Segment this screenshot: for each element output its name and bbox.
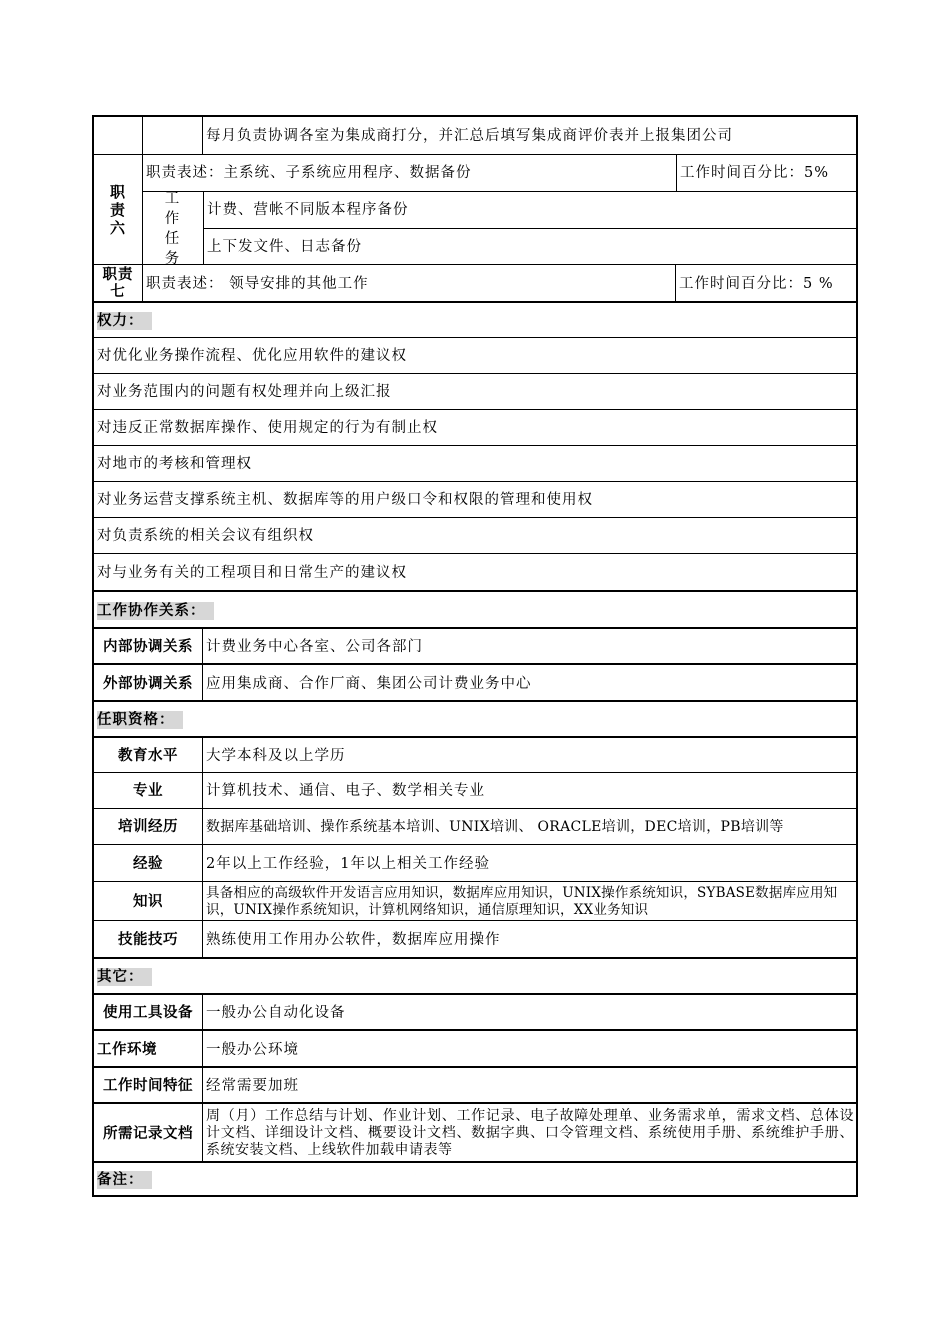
authority-item xyxy=(94,553,856,591)
task-item-1: 计费、营帐不同版本程序备份 xyxy=(203,192,856,228)
environment-row xyxy=(94,1029,856,1068)
task-text: 每月负责协调各室为集成商打分，并汇总后填写集成商评价表并上报集团公司 xyxy=(202,117,856,154)
authority-item xyxy=(94,337,856,374)
job-description-table xyxy=(92,115,858,1197)
duty-seven-time-percent: 工作时间百分比：5 % xyxy=(679,275,834,292)
experience-label: 经验 xyxy=(133,855,163,872)
authority-item-text: 对违反正常数据库操作、使用规定的行为有制止权 xyxy=(97,420,438,436)
duty-six-description: 职责表述：主系统、子系统应用程序、数据备份 xyxy=(143,155,677,191)
training-label: 培训经历 xyxy=(118,819,178,835)
other-heading-row xyxy=(94,957,856,995)
education-row xyxy=(94,736,856,774)
cooperation-heading: 工作协作关系： xyxy=(97,602,214,620)
duty-six-block xyxy=(94,154,856,265)
duty-seven-description: 职责表述： 领导安排的其他工作 xyxy=(142,265,676,302)
environment-value: 一般办公环境 xyxy=(202,1031,856,1068)
authority-item xyxy=(94,445,856,482)
duty-seven-row xyxy=(94,264,856,302)
work-time-value: 经常需要加班 xyxy=(202,1068,856,1104)
external-relation-value: 应用集成商、合作厂商、集团公司计费业务中心 xyxy=(202,665,856,702)
training-value: 数据库基础培训、操作系统基本培训、UNIX培训、 ORACLE培训，DEC培训，PB培训等 xyxy=(202,809,856,845)
skills-value: 熟练使用工作用办公软件，数据库应用操作 xyxy=(202,921,856,958)
external-relation-label: 外部协调关系 xyxy=(103,675,193,692)
remarks-row xyxy=(94,1161,856,1197)
skills-label: 技能技巧 xyxy=(118,931,178,948)
cooperation-heading-row xyxy=(94,590,856,629)
duty-label-empty xyxy=(94,117,142,154)
qualification-heading-row xyxy=(94,700,856,738)
authority-item-text: 对与业务有关的工程项目和日常生产的建议权 xyxy=(97,564,407,581)
major-value: 计算机技术、通信、电子、数学相关专业 xyxy=(202,773,856,809)
authority-heading-row xyxy=(94,301,856,339)
environment-label: 工作环境 xyxy=(97,1041,157,1058)
tools-value: 一般办公自动化设备 xyxy=(202,995,856,1031)
authority-item xyxy=(94,373,856,410)
experience-row xyxy=(94,844,856,882)
education-label: 教育水平 xyxy=(118,748,178,764)
duty-six-desc-row xyxy=(142,155,856,191)
documents-value: 周（月）工作总结与计划、作业计划、工作记录、电子故障处理单、业务需求单，需求文档、总体设计文档、详细设计文档、概要设计文档、数据字典、口令管理文档、系统使用手册、系统维护手册、系统安装文档、上线软件加载申请表等 xyxy=(202,1104,856,1163)
work-time-label: 工作时间特征 xyxy=(103,1078,193,1094)
documents-row xyxy=(94,1102,856,1163)
external-relation-row xyxy=(94,663,856,702)
authority-item-text: 对业务范围内的问题有权处理并向上级汇报 xyxy=(97,384,392,400)
duty-six-time-percent: 工作时间百分比：5% xyxy=(680,165,830,181)
knowledge-value: 具备相应的高级软件开发语言应用知识，数据库应用知识，UNIX操作系统知识，SYBASE数据库应用知识，UNIX操作系统知识，计算机网络知识，通信原理知识，XX业务知识 xyxy=(202,882,856,921)
task-item-2: 上下发文件、日志备份 xyxy=(203,228,856,265)
authority-item xyxy=(94,517,856,554)
authority-item-text: 对优化业务操作流程、优化应用软件的建议权 xyxy=(97,348,407,364)
skills-row xyxy=(94,920,856,958)
internal-relation-row xyxy=(94,627,856,665)
knowledge-label: 知识 xyxy=(133,893,163,910)
knowledge-row xyxy=(94,881,856,921)
task-label-empty xyxy=(142,117,202,154)
authority-heading: 权力： xyxy=(97,312,152,330)
authority-item-text: 对业务运营支撑系统主机、数据库等的用户级口令和权限的管理和使用权 xyxy=(97,492,593,508)
tools-row xyxy=(94,993,856,1031)
work-time-row xyxy=(94,1066,856,1104)
tools-label: 使用工具设备 xyxy=(103,1005,193,1021)
training-row xyxy=(94,808,856,845)
education-value: 大学本科及以上学历 xyxy=(202,738,856,774)
duty-six-label: 职责六 xyxy=(109,183,126,237)
authority-item xyxy=(94,409,856,446)
major-label: 专业 xyxy=(133,783,163,799)
duty-seven-label: 职责七 xyxy=(102,266,134,300)
major-row xyxy=(94,772,856,809)
authority-item xyxy=(94,481,856,518)
duty-continuation-row xyxy=(94,117,856,154)
internal-relation-value: 计费业务中心各室、公司各部门 xyxy=(202,629,856,665)
tasks-label: 工作任务 xyxy=(164,190,182,267)
authority-item-text: 对地市的考核和管理权 xyxy=(97,456,252,472)
documents-label: 所需记录文档 xyxy=(103,1125,193,1142)
internal-relation-label: 内部协调关系 xyxy=(103,639,193,655)
remarks-heading: 备注： xyxy=(97,1171,152,1189)
other-heading: 其它： xyxy=(97,968,152,986)
experience-value: 2年以上工作经验，1年以上相关工作经验 xyxy=(202,845,856,882)
qualification-heading: 任职资格： xyxy=(97,711,183,729)
authority-item-text: 对负责系统的相关会议有组织权 xyxy=(97,528,314,544)
duty-six-tasks xyxy=(142,191,856,265)
